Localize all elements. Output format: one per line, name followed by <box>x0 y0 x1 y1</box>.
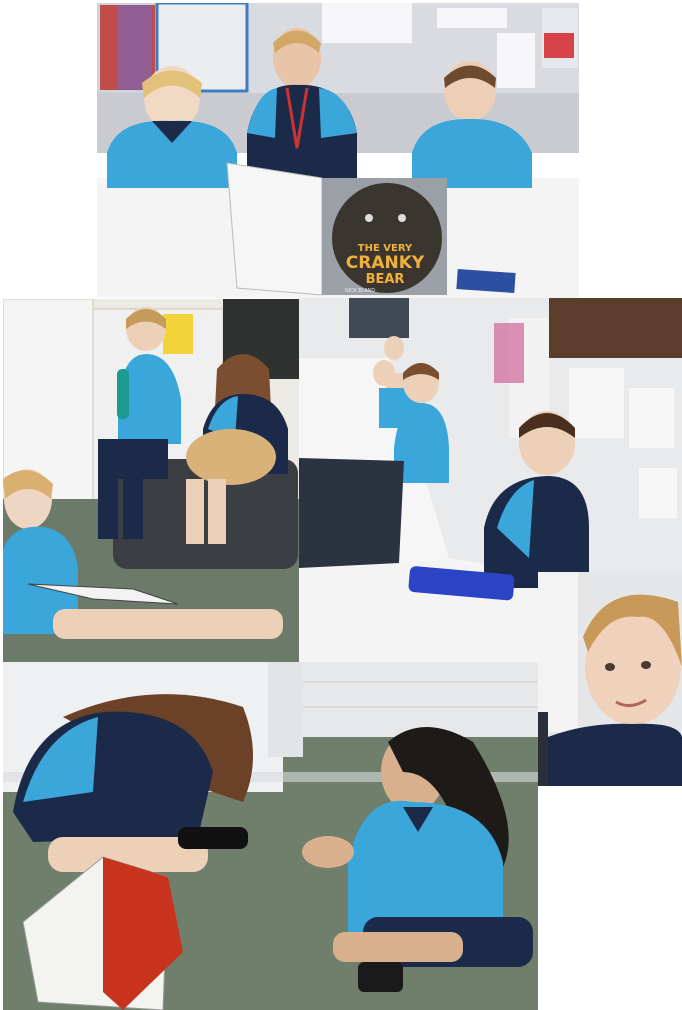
book-author: NICK BLAND <box>345 288 376 294</box>
photo-top-students-at-table <box>97 3 579 298</box>
book-title-line1: THE VERY <box>357 243 413 254</box>
book-title-line2: CRANKY <box>345 253 425 273</box>
photo-bottom-left-scene <box>3 662 538 1010</box>
photo-mid-left-scene <box>3 299 299 662</box>
photo-bottom-left-carpet-reading <box>3 662 538 1010</box>
book-title-line3: BEAR <box>365 272 405 287</box>
photo-mid-left-reading-corner <box>3 299 299 662</box>
photo-bottom-right-boy-closeup <box>538 572 682 786</box>
photo-bottom-right-scene <box>538 572 682 786</box>
photo-top-scene <box>97 3 579 298</box>
